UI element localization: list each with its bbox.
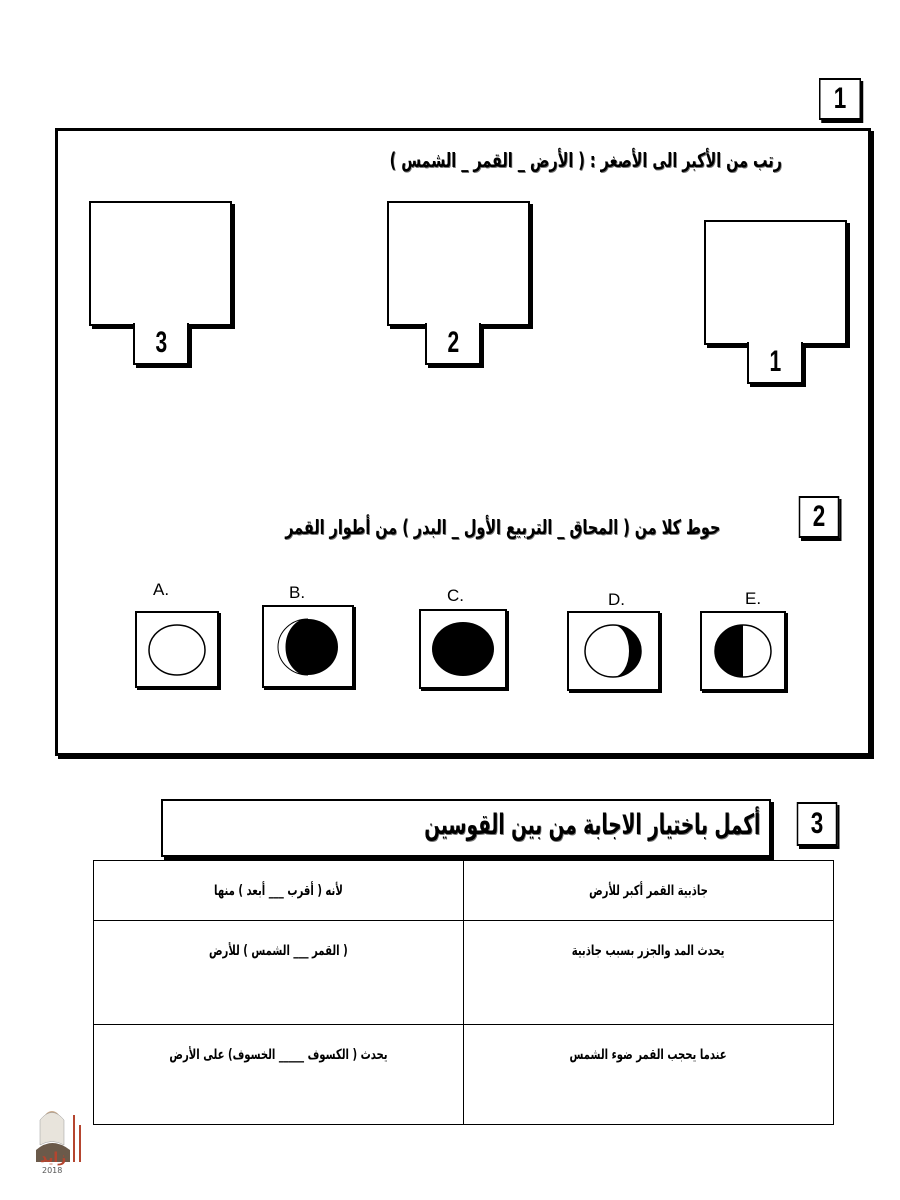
table-row (94, 861, 834, 921)
table-row (94, 921, 834, 1025)
table-cell: عندما يحجب القمر ضوء الشمس (464, 1025, 834, 1125)
table-cell: جاذبية القمر أكبر للأرض (464, 861, 834, 921)
phase-label-a: A. (153, 580, 170, 599)
phase-option-c[interactable] (419, 609, 507, 689)
new-moon-icon (421, 611, 505, 687)
section-2-instruction: حوط كلا من ( المحاق _ التربيع الأول _ البدر ) من أطوار القمر (284, 515, 720, 539)
section-3-number: 3 (797, 802, 838, 846)
full-moon-icon (137, 613, 217, 686)
crescent-moon-icon (569, 613, 658, 689)
table-cell: يحدث المد والجزر بسبب جاذبية (464, 921, 834, 1025)
table-cell: يحدث ( الكسوف _____ الخسوف) على الأرض (94, 1025, 464, 1125)
phase-option-d[interactable] (567, 611, 660, 691)
section-1-number: 1 (819, 78, 861, 120)
phase-label-e: E. (745, 589, 762, 608)
logo-year: 2018 (42, 1166, 63, 1175)
answer-box-2[interactable] (387, 201, 530, 326)
answer-box-1-label: 1 (747, 342, 803, 384)
phase-label-d: D. (608, 590, 625, 609)
logo-text: زايد (40, 1150, 67, 1166)
waning-moon-icon (264, 607, 352, 686)
zayed-year-logo (30, 1100, 90, 1180)
section-1-instruction: رتب من الأكبر الى الأصغر : ( الأرض _ القمر _ الشمس ) (389, 148, 782, 172)
answer-box-3[interactable] (89, 201, 232, 326)
phase-option-a[interactable] (135, 611, 219, 688)
answer-box-2-label: 2 (425, 323, 481, 365)
answer-box-1[interactable] (704, 220, 847, 345)
answer-box-3-label: 3 (133, 323, 189, 365)
phase-option-e[interactable] (700, 611, 786, 691)
table-cell: ( القمر ___ الشمس ) للأرض (94, 921, 464, 1025)
phase-label-c: C. (447, 586, 464, 605)
phase-option-b[interactable] (262, 605, 354, 688)
table-cell: لأنه ( أقرب ___ أبعد ) منها (94, 861, 464, 921)
section-3-title: أكمل باختيار الاجابة من بين القوسين (423, 808, 760, 841)
table-row (94, 1025, 834, 1125)
completion-table (93, 860, 834, 1125)
first-quarter-moon-icon (702, 613, 784, 689)
phase-label-b: B. (289, 583, 306, 602)
section-2-number: 2 (799, 496, 840, 538)
